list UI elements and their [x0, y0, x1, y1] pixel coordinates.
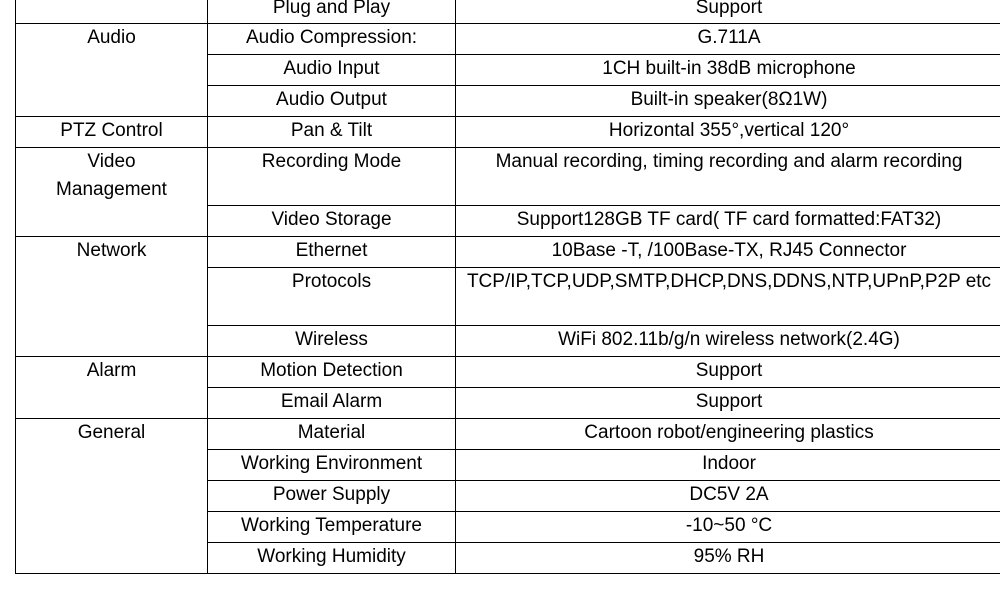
item-cell: Material	[208, 419, 456, 450]
spec-table	[15, 0, 1000, 574]
category-cell: PTZ Control	[16, 117, 208, 148]
item-cell: Wireless	[208, 326, 456, 357]
value-cell: Horizontal 355°,vertical 120°	[456, 117, 1000, 148]
table-row	[16, 148, 1000, 206]
value-cell: Indoor	[456, 450, 1000, 481]
item-cell: Power Supply	[208, 481, 456, 512]
item-cell: Plug and Play	[208, 0, 456, 24]
item-cell: Email Alarm	[208, 388, 456, 419]
item-cell: Recording Mode	[208, 148, 456, 206]
item-cell: Video Storage	[208, 206, 456, 237]
item-cell: Working Temperature	[208, 512, 456, 543]
value-cell: Support	[456, 388, 1000, 419]
value-cell: 1CH built-in 38dB microphone	[456, 55, 1000, 86]
table-row	[16, 419, 1000, 450]
table-row	[16, 24, 1000, 55]
item-cell: Audio Output	[208, 86, 456, 117]
value-cell: DC5V 2A	[456, 481, 1000, 512]
category-cell	[16, 0, 208, 24]
value-cell: WiFi 802.11b/g/n wireless network(2.4G)	[456, 326, 1000, 357]
value-cell: 10Base -T, /100Base-TX, RJ45 Connector	[456, 237, 1000, 268]
item-cell: Audio Compression:	[208, 24, 456, 55]
value-cell: Support128GB TF card( TF card formatted:FAT32)	[456, 206, 1000, 237]
table-row	[16, 237, 1000, 268]
value-cell: -10~50 °C	[456, 512, 1000, 543]
value-cell: Built-in speaker(8Ω1W)	[456, 86, 1000, 117]
value-cell: TCP/IP,TCP,UDP,SMTP,DHCP,DNS,DDNS,NTP,UPnP,P2P etc	[456, 268, 1000, 326]
item-cell: Working Environment	[208, 450, 456, 481]
table-row	[16, 357, 1000, 388]
value-cell: Manual recording, timing recording and alarm recording	[456, 148, 1000, 206]
category-cell: General	[16, 419, 208, 574]
table-row	[16, 117, 1000, 148]
item-cell: Pan & Tilt	[208, 117, 456, 148]
category-cell: Alarm	[16, 357, 208, 419]
category-cell: Audio	[16, 24, 208, 117]
item-cell: Audio Input	[208, 55, 456, 86]
item-cell: Ethernet	[208, 237, 456, 268]
item-cell: Working Humidity	[208, 543, 456, 574]
category-cell: Network	[16, 237, 208, 357]
value-cell: Cartoon robot/engineering plastics	[456, 419, 1000, 450]
table-row	[16, 0, 1000, 24]
item-cell: Motion Detection	[208, 357, 456, 388]
value-cell: G.711A	[456, 24, 1000, 55]
value-cell: 95% RH	[456, 543, 1000, 574]
item-cell: Protocols	[208, 268, 456, 326]
value-cell: Support	[456, 0, 1000, 24]
value-cell: Support	[456, 357, 1000, 388]
category-cell: Video Management	[16, 148, 208, 237]
